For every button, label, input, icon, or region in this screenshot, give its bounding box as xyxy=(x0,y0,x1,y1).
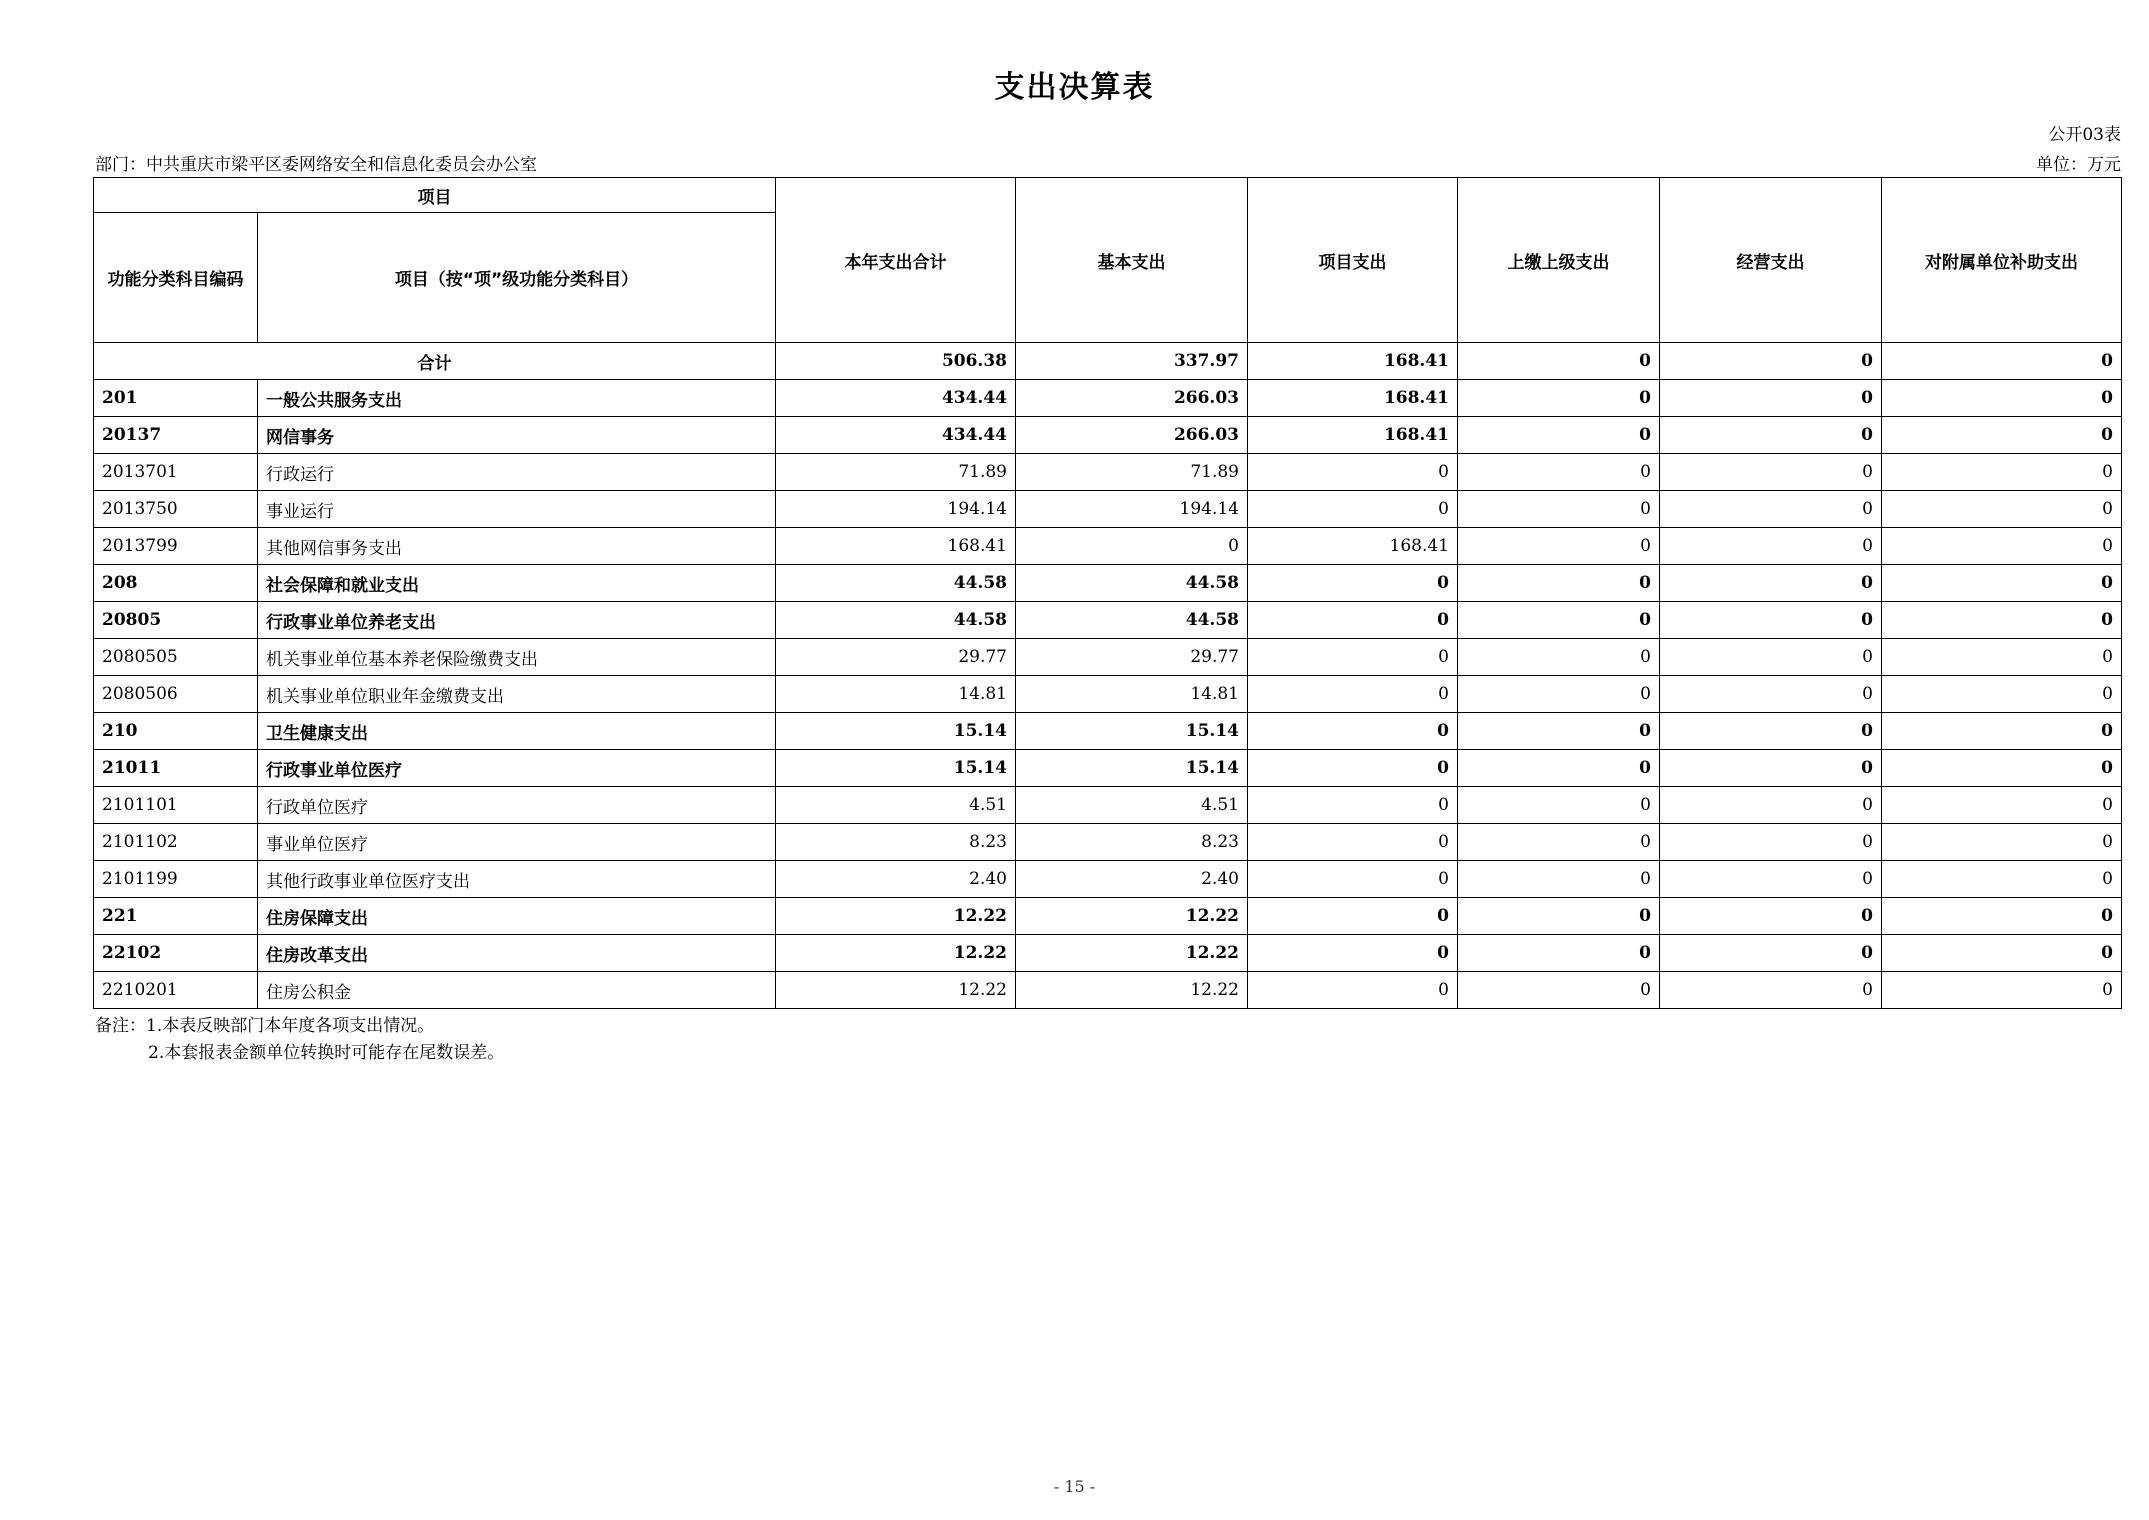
table-row xyxy=(94,417,2122,454)
row-name: 住房保障支出 xyxy=(258,898,776,935)
row-value: 71.89 xyxy=(1016,454,1248,491)
row-value: 0 xyxy=(1248,602,1458,639)
row-value: 12.22 xyxy=(1016,935,1248,972)
row-value: 12.22 xyxy=(776,972,1016,1009)
row-value: 0 xyxy=(1248,454,1458,491)
row-value: 434.44 xyxy=(776,380,1016,417)
table-row xyxy=(94,861,2122,898)
row-value: 71.89 xyxy=(776,454,1016,491)
page-number: - 15 - xyxy=(1053,1477,1096,1496)
row-name: 一般公共服务支出 xyxy=(258,380,776,417)
row-value: 0 xyxy=(1882,898,2122,935)
row-value: 0 xyxy=(1248,935,1458,972)
row-code: 20805 xyxy=(94,602,258,639)
row-name: 机关事业单位基本养老保险缴费支出 xyxy=(258,639,776,676)
row-value: 0 xyxy=(1248,787,1458,824)
row-value: 2.40 xyxy=(1016,861,1248,898)
row-value: 0 xyxy=(1458,602,1660,639)
row-value: 0 xyxy=(1458,454,1660,491)
total-cell: 337.97 xyxy=(1016,343,1248,380)
row-name: 住房改革支出 xyxy=(258,935,776,972)
row-value: 0 xyxy=(1882,861,2122,898)
row-name: 事业运行 xyxy=(258,491,776,528)
row-code: 208 xyxy=(94,565,258,602)
header-subsidy: 对附属单位补助支出 xyxy=(1882,178,2122,343)
total-cell: 0 xyxy=(1660,343,1882,380)
row-value: 0 xyxy=(1660,972,1882,1009)
row-code: 2013701 xyxy=(94,454,258,491)
row-name: 行政运行 xyxy=(258,454,776,491)
row-value: 0 xyxy=(1458,676,1660,713)
row-value: 194.14 xyxy=(1016,491,1248,528)
row-value: 0 xyxy=(1458,528,1660,565)
row-value: 0 xyxy=(1660,380,1882,417)
row-value: 0 xyxy=(1882,528,2122,565)
header-code: 功能分类科目编码 xyxy=(94,213,258,343)
row-code: 2013750 xyxy=(94,491,258,528)
note-line-2: 2.本套报表金额单位转换时可能存在尾数误差。 xyxy=(148,1043,505,1063)
row-value: 168.41 xyxy=(1248,417,1458,454)
header-project: 项目支出 xyxy=(1248,178,1458,343)
row-value: 0 xyxy=(1248,861,1458,898)
form-number: 公开03表 xyxy=(2048,125,2121,145)
row-value: 15.14 xyxy=(1016,713,1248,750)
header-total: 本年支出合计 xyxy=(776,178,1016,343)
table-row xyxy=(94,454,2122,491)
row-name: 卫生健康支出 xyxy=(258,713,776,750)
row-value: 0 xyxy=(1882,602,2122,639)
row-value: 29.77 xyxy=(1016,639,1248,676)
row-value: 0 xyxy=(1660,676,1882,713)
row-value: 44.58 xyxy=(1016,602,1248,639)
row-code: 2210201 xyxy=(94,972,258,1009)
row-value: 0 xyxy=(1660,639,1882,676)
row-value: 0 xyxy=(1882,713,2122,750)
row-value: 44.58 xyxy=(776,565,1016,602)
department-label: 部门：中共重庆市梁平区委网络安全和信息化委员会办公室 xyxy=(95,155,537,175)
row-name: 住房公积金 xyxy=(258,972,776,1009)
row-value: 0 xyxy=(1248,676,1458,713)
row-value: 0 xyxy=(1458,713,1660,750)
row-value: 0 xyxy=(1458,417,1660,454)
row-code: 2101199 xyxy=(94,861,258,898)
row-code: 2080506 xyxy=(94,676,258,713)
page-title: 支出决算表 xyxy=(994,70,1155,105)
row-value: 0 xyxy=(1660,565,1882,602)
row-code: 2013799 xyxy=(94,528,258,565)
row-value: 14.81 xyxy=(776,676,1016,713)
total-cell: 0 xyxy=(1458,343,1660,380)
header-name: 项目（按“项”级功能分类科目） xyxy=(258,213,776,343)
table-row xyxy=(94,639,2122,676)
row-value: 4.51 xyxy=(776,787,1016,824)
row-value: 2.40 xyxy=(776,861,1016,898)
row-value: 0 xyxy=(1248,972,1458,1009)
row-value: 0 xyxy=(1660,935,1882,972)
row-value: 0 xyxy=(1458,824,1660,861)
row-code: 2101102 xyxy=(94,824,258,861)
row-value: 0 xyxy=(1882,565,2122,602)
row-value: 8.23 xyxy=(1016,824,1248,861)
row-value: 0 xyxy=(1882,824,2122,861)
table-row xyxy=(94,676,2122,713)
row-name: 其他行政事业单位医疗支出 xyxy=(258,861,776,898)
row-code: 221 xyxy=(94,898,258,935)
row-code: 21011 xyxy=(94,750,258,787)
table-row xyxy=(94,824,2122,861)
expenditure-table xyxy=(93,177,2122,1009)
row-value: 0 xyxy=(1660,491,1882,528)
row-value: 0 xyxy=(1660,824,1882,861)
row-value: 0 xyxy=(1458,935,1660,972)
row-value: 0 xyxy=(1660,417,1882,454)
row-value: 0 xyxy=(1458,565,1660,602)
row-value: 0 xyxy=(1660,528,1882,565)
row-value: 0 xyxy=(1882,417,2122,454)
total-cell: 168.41 xyxy=(1248,343,1458,380)
row-name: 行政事业单位医疗 xyxy=(258,750,776,787)
row-value: 0 xyxy=(1660,898,1882,935)
row-value: 168.41 xyxy=(1248,528,1458,565)
table-row xyxy=(94,935,2122,972)
table-row xyxy=(94,491,2122,528)
row-value: 168.41 xyxy=(776,528,1016,565)
row-value: 12.22 xyxy=(1016,972,1248,1009)
row-code: 210 xyxy=(94,713,258,750)
row-code: 22102 xyxy=(94,935,258,972)
row-value: 0 xyxy=(1458,380,1660,417)
row-value: 12.22 xyxy=(776,898,1016,935)
row-name: 机关事业单位职业年金缴费支出 xyxy=(258,676,776,713)
row-value: 0 xyxy=(1882,787,2122,824)
row-code: 201 xyxy=(94,380,258,417)
row-value: 14.81 xyxy=(1016,676,1248,713)
header-item-group: 项目 xyxy=(94,178,776,213)
table-row xyxy=(94,380,2122,417)
header-basic: 基本支出 xyxy=(1016,178,1248,343)
row-value: 266.03 xyxy=(1016,380,1248,417)
row-value: 0 xyxy=(1660,454,1882,491)
row-value: 0 xyxy=(1248,750,1458,787)
row-value: 266.03 xyxy=(1016,417,1248,454)
row-value: 29.77 xyxy=(776,639,1016,676)
row-value: 194.14 xyxy=(776,491,1016,528)
row-value: 15.14 xyxy=(776,750,1016,787)
row-value: 0 xyxy=(1016,528,1248,565)
row-value: 0 xyxy=(1882,750,2122,787)
row-value: 0 xyxy=(1458,491,1660,528)
total-label: 合计 xyxy=(94,343,776,380)
header-business: 经营支出 xyxy=(1660,178,1882,343)
row-name: 社会保障和就业支出 xyxy=(258,565,776,602)
table-row xyxy=(94,898,2122,935)
row-value: 0 xyxy=(1882,972,2122,1009)
row-value: 0 xyxy=(1248,565,1458,602)
row-name: 行政事业单位养老支出 xyxy=(258,602,776,639)
row-value: 0 xyxy=(1660,602,1882,639)
row-value: 0 xyxy=(1458,639,1660,676)
total-cell: 0 xyxy=(1882,343,2122,380)
row-value: 0 xyxy=(1660,713,1882,750)
table-row xyxy=(94,750,2122,787)
row-value: 0 xyxy=(1248,491,1458,528)
table-row xyxy=(94,713,2122,750)
row-value: 0 xyxy=(1882,491,2122,528)
header-upper: 上缴上级支出 xyxy=(1458,178,1660,343)
row-value: 0 xyxy=(1458,861,1660,898)
row-value: 4.51 xyxy=(1016,787,1248,824)
note-line-1: 备注：1.本表反映部门本年度各项支出情况。 xyxy=(95,1016,435,1036)
row-value: 0 xyxy=(1458,898,1660,935)
row-value: 0 xyxy=(1660,787,1882,824)
row-value: 0 xyxy=(1882,380,2122,417)
row-value: 0 xyxy=(1248,898,1458,935)
row-value: 44.58 xyxy=(1016,565,1248,602)
row-value: 0 xyxy=(1248,824,1458,861)
row-name: 事业单位医疗 xyxy=(258,824,776,861)
row-name: 行政单位医疗 xyxy=(258,787,776,824)
row-name: 网信事务 xyxy=(258,417,776,454)
row-value: 0 xyxy=(1248,713,1458,750)
row-value: 12.22 xyxy=(776,935,1016,972)
row-value: 15.14 xyxy=(776,713,1016,750)
row-value: 0 xyxy=(1882,935,2122,972)
row-value: 168.41 xyxy=(1248,380,1458,417)
row-value: 15.14 xyxy=(1016,750,1248,787)
row-value: 434.44 xyxy=(776,417,1016,454)
row-code: 2080505 xyxy=(94,639,258,676)
row-code: 20137 xyxy=(94,417,258,454)
row-value: 0 xyxy=(1458,750,1660,787)
table-row xyxy=(94,565,2122,602)
table-row xyxy=(94,602,2122,639)
row-code: 2101101 xyxy=(94,787,258,824)
row-value: 0 xyxy=(1882,639,2122,676)
total-cell: 506.38 xyxy=(776,343,1016,380)
table-row xyxy=(94,787,2122,824)
row-value: 0 xyxy=(1660,750,1882,787)
row-value: 0 xyxy=(1458,787,1660,824)
row-value: 0 xyxy=(1660,861,1882,898)
table-row xyxy=(94,528,2122,565)
row-value: 0 xyxy=(1248,639,1458,676)
row-value: 0 xyxy=(1882,454,2122,491)
unit-label: 单位：万元 xyxy=(2036,155,2121,175)
row-value: 0 xyxy=(1882,676,2122,713)
row-value: 8.23 xyxy=(776,824,1016,861)
row-value: 12.22 xyxy=(1016,898,1248,935)
row-name: 其他网信事务支出 xyxy=(258,528,776,565)
row-value: 44.58 xyxy=(776,602,1016,639)
total-row xyxy=(94,343,2122,380)
table-row xyxy=(94,972,2122,1009)
row-value: 0 xyxy=(1458,972,1660,1009)
